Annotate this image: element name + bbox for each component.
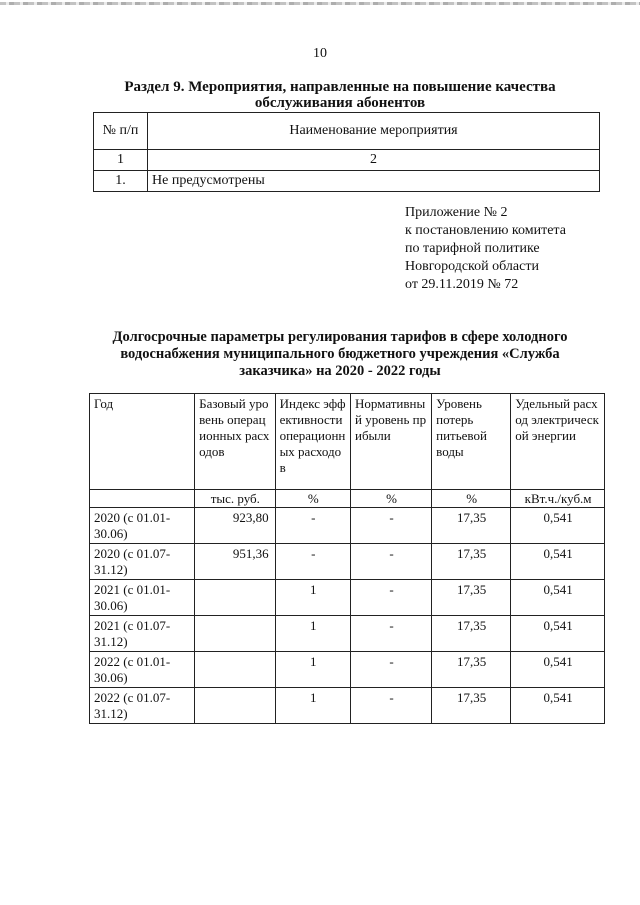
params-header-row bbox=[90, 394, 605, 490]
row-number-cell: 1. bbox=[94, 171, 148, 192]
year-cell: 2022 (с 01.07-31.12) bbox=[90, 688, 195, 724]
water-losses-cell: 17,35 bbox=[432, 580, 511, 616]
section-9-table bbox=[93, 112, 600, 192]
unit-cell: тыс. руб. bbox=[195, 490, 275, 508]
table-row bbox=[90, 580, 605, 616]
base-opex-cell bbox=[195, 616, 275, 652]
profit-level-cell: - bbox=[350, 616, 431, 652]
profit-level-cell: - bbox=[350, 688, 431, 724]
section-9-title-line1: Раздел 9. Мероприятия, направленные на повышение качества bbox=[124, 79, 556, 95]
table-row bbox=[90, 652, 605, 688]
year-cell: 2020 (с 01.01-30.06) bbox=[90, 508, 195, 544]
efficiency-index-cell: - bbox=[275, 508, 350, 544]
efficiency-index-cell: 1 bbox=[275, 688, 350, 724]
table-row bbox=[90, 616, 605, 652]
year-cell: 2021 (с 01.01-30.06) bbox=[90, 580, 195, 616]
table-column-numbers-row bbox=[94, 150, 600, 171]
water-losses-cell: 17,35 bbox=[432, 508, 511, 544]
unit-cell: % bbox=[275, 490, 350, 508]
header-base-opex: Базовый уровень операционных расходов bbox=[195, 394, 275, 490]
energy-use-cell: 0,541 bbox=[511, 508, 605, 544]
scan-top-edge bbox=[0, 2, 640, 5]
year-cell: 2022 (с 01.01-30.06) bbox=[90, 652, 195, 688]
water-losses-cell: 17,35 bbox=[432, 544, 511, 580]
document-title-line3: заказчика» на 2020 - 2022 годы bbox=[239, 363, 441, 379]
header-efficiency-index: Индекс эффективности операционных расходов bbox=[275, 394, 350, 490]
energy-use-cell: 0,541 bbox=[511, 544, 605, 580]
base-opex-cell bbox=[195, 652, 275, 688]
profit-level-cell: - bbox=[350, 652, 431, 688]
appendix-line: Приложение № 2 bbox=[405, 205, 508, 220]
document-title-line1: Долгосрочные параметры регулирования тарифов в сфере холодного bbox=[112, 329, 568, 345]
year-cell: 2021 (с 01.07-31.12) bbox=[90, 616, 195, 652]
base-opex-cell: 951,36 bbox=[195, 544, 275, 580]
params-table bbox=[89, 393, 605, 724]
efficiency-index-cell: - bbox=[275, 544, 350, 580]
header-year: Год bbox=[90, 394, 195, 490]
energy-use-cell: 0,541 bbox=[511, 580, 605, 616]
header-water-losses: Уровень потерь питьевой воды bbox=[432, 394, 511, 490]
section-9-title-line2: обслуживания абонентов bbox=[254, 95, 426, 111]
profit-level-cell: - bbox=[350, 580, 431, 616]
efficiency-index-cell: 1 bbox=[275, 580, 350, 616]
unit-cell: % bbox=[432, 490, 511, 508]
document-title bbox=[100, 329, 580, 380]
appendix-line: к постановлению комитета bbox=[405, 223, 566, 238]
appendix-line: Новгородской области bbox=[405, 259, 539, 274]
energy-use-cell: 0,541 bbox=[511, 688, 605, 724]
unit-cell: кВт.ч./куб.м bbox=[511, 490, 605, 508]
profit-level-cell: - bbox=[350, 544, 431, 580]
column-number-2: 2 bbox=[148, 150, 600, 171]
efficiency-index-cell: 1 bbox=[275, 652, 350, 688]
header-cell-measure: Наименование мероприятия bbox=[148, 113, 600, 150]
water-losses-cell: 17,35 bbox=[432, 616, 511, 652]
header-energy-use: Удельный расход электрической энергии bbox=[511, 394, 605, 490]
efficiency-index-cell: 1 bbox=[275, 616, 350, 652]
page-number: 10 bbox=[313, 46, 327, 61]
table-row bbox=[90, 508, 605, 544]
section-9-title bbox=[110, 79, 570, 111]
table-row bbox=[94, 171, 600, 192]
appendix-line: по тарифной политике bbox=[405, 241, 540, 256]
appendix-line: от 29.11.2019 № 72 bbox=[405, 277, 519, 292]
profit-level-cell: - bbox=[350, 508, 431, 544]
header-cell-number: № п/п bbox=[94, 113, 148, 150]
base-opex-cell bbox=[195, 580, 275, 616]
energy-use-cell: 0,541 bbox=[511, 652, 605, 688]
table-row bbox=[90, 544, 605, 580]
base-opex-cell: 923,80 bbox=[195, 508, 275, 544]
table-header-row bbox=[94, 113, 600, 150]
water-losses-cell: 17,35 bbox=[432, 652, 511, 688]
document-title-line2: водоснабжения муниципального бюджетного учреждения «Служба bbox=[120, 346, 560, 362]
unit-cell bbox=[90, 490, 195, 508]
header-profit-level: Нормативный уровень прибыли bbox=[350, 394, 431, 490]
year-cell: 2020 (с 01.07-31.12) bbox=[90, 544, 195, 580]
params-units-row bbox=[90, 490, 605, 508]
energy-use-cell: 0,541 bbox=[511, 616, 605, 652]
column-number-1: 1 bbox=[94, 150, 148, 171]
unit-cell: % bbox=[350, 490, 431, 508]
table-row bbox=[90, 688, 605, 724]
appendix-block bbox=[405, 204, 566, 294]
row-measure-cell: Не предусмотрены bbox=[148, 171, 600, 192]
water-losses-cell: 17,35 bbox=[432, 688, 511, 724]
base-opex-cell bbox=[195, 688, 275, 724]
